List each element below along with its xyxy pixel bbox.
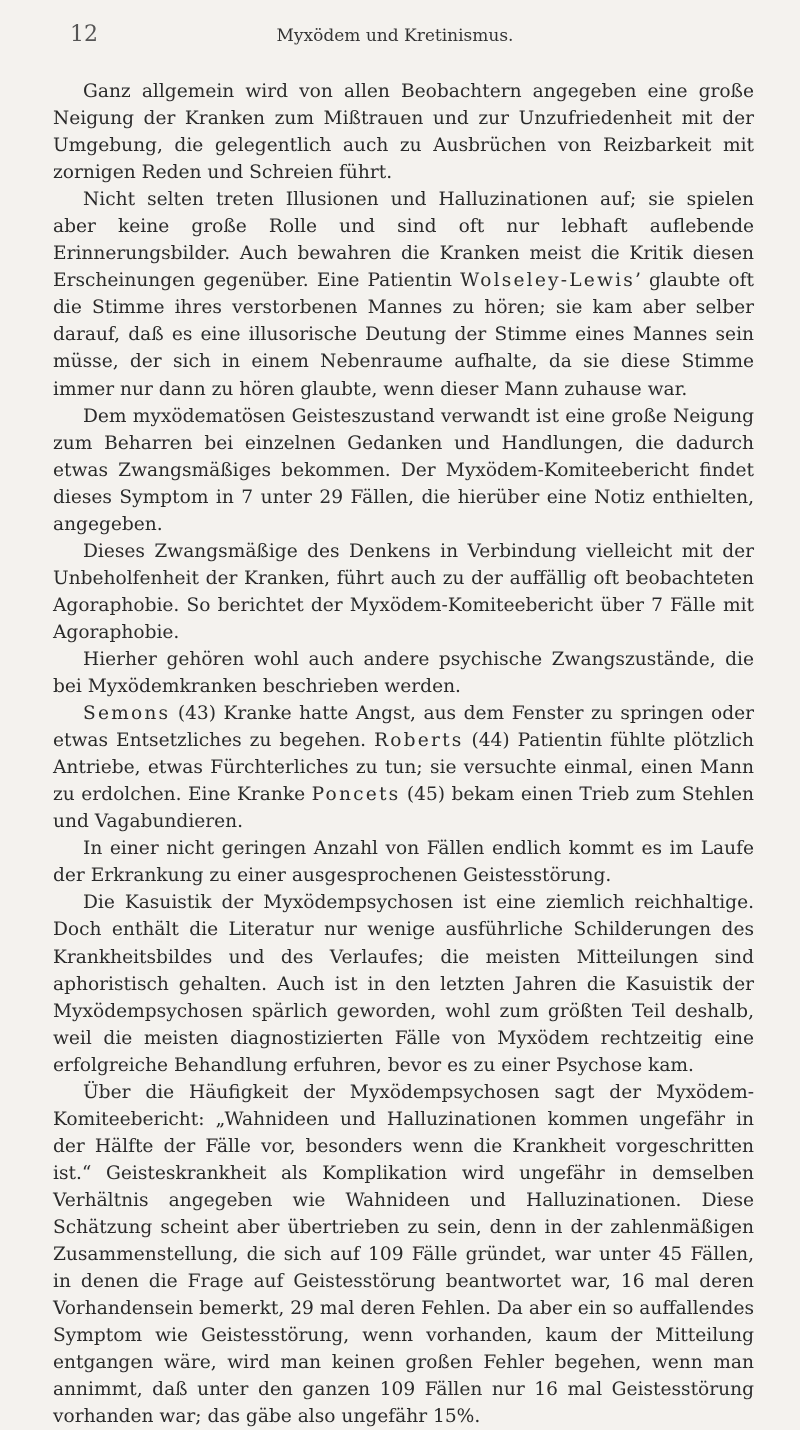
- body-text: [53, 78, 754, 1430]
- paragraph: Hierher gehören wohl auch andere psychische Zwangszustände, die bei Myxödemkranken beschrieben werden.: [53, 648, 754, 698]
- paragraph: Ganz allgemein wird von allen Beobachtern angegeben eine große Neigung der Kranken zum Mißtrauen und zur Unzufriedenheit mit der Umgebung, die gelegentlich auch zu Ausbrüchen von Reizbarkeit mit zornigen Reden und Schreien führt.: [53, 81, 754, 184]
- paragraph: Über die Häufigkeit der Myxödempsychosen sagt der Myxödem-Komiteebericht: „Wahnideen und Halluzinationen kommen ungefähr in der Hälfte der Fälle vor, besonders wenn die Krankheit vorgeschritten ist.“ Geisteskrankheit als Komplikation wird ungefähr in demselben Verhältnis angegeben wie Wahnideen und Halluzinationen. Diese Schätzung scheint aber übertrieben zu sein, denn in der zahlenmäßigen Zusammenstellung, die sich auf 109 Fälle gründet, war unter 45 Fällen, in denen die Frage auf Geistesstörung beantwortet war, 16 mal deren Vorhandensein bemerkt, 29 mal deren Fehlen. Da aber ein so auffallendes Symptom wie Geistesstörung, wenn vorhanden, kaum der Mitteilung entgangen wäre, wird man keinen großen Fehler begehen, wenn man annimmt, daß unter den ganzen 109 Fällen nur 16 mal Geistesstörung vorhanden war; das gäbe also ungefähr 15%.: [53, 1081, 754, 1428]
- paragraph: Dem myxödematösen Geisteszustand verwandt ist eine große Neigung zum Beharren bei einzelnen Gedanken und Handlungen, die dadurch etwas Zwangsmäßiges bekommen. Der Myxödem-Komiteebericht findet dieses Symptom in 7 unter 29 Fällen, die hierüber eine Notiz enthielten, angegeben.: [53, 405, 754, 535]
- author-name: Wolseley-Lewis: [460, 270, 635, 292]
- page-header: [70, 22, 720, 52]
- paragraph: In einer nicht geringen Anzahl von Fällen endlich kommt es im Laufe der Erkrankung zu einer ausgesprochenen Geistesstörung.: [53, 838, 754, 887]
- author-name: Roberts: [374, 730, 464, 752]
- paragraph: Die Kasuistik der Myxödempsychosen ist eine ziemlich reichhaltige. Doch enthält die Literatur nur wenige ausführliche Schilderungen des Krankheitsbildes und des Verlaufes; die meisten Mitteilungen sind aphoristisch gehalten. Auch ist in den letzten Jahren die Kasuistik der Myxödempsychosen spärlich geworden, wohl zum größten Teil deshalb, weil die meisten diagnostizierten Fälle von Myxödem rechtzeitig eine erfolgreiche Behandlung erfuhren, bevor es zu einer Psychose kam.: [53, 892, 754, 1076]
- paragraph: Dieses Zwangsmäßige des Denkens in Verbindung vielleicht mit der Unbeholfenheit der Kranken, führt auch zu der auffällig oft beobachteten Agoraphobie. So berichtet der Myxödem-Komiteebericht über 7 Fälle mit Agoraphobie.: [53, 540, 754, 643]
- running-title: Myxödem und Kretinismus.: [276, 26, 514, 46]
- paragraph: Nicht selten treten Illusionen und Halluzinationen auf; sie spielen aber keine große Rolle und sind oft nur lebhaft auflebende Erinnerungsbilder. Auch bewahren die Kranken meist die Kritik diesen Erscheinungen gegenüber. Eine Patientin Wolseley-Lewis’ glaubte oft die Stimme ihres verstorbenen Mannes zu hören; sie kam aber selber darauf, daß es eine illusorische Deutung der Stimme eines Mannes sein müsse, der sich in einem Nebenraume aufhalte, da sie diese Stimme immer nur dann zu hören glaubte, wenn dieser Mann zuhause war.: [53, 189, 754, 400]
- author-name: Semons: [83, 703, 171, 725]
- paragraph: Semons (43) Kranke hatte Angst, aus dem Fenster zu springen oder etwas Entsetzliches zu begehen. Roberts (44) Patientin fühlte plötzlich Antriebe, etwas Fürchterliches zu tun; sie versuchte einmal, einen Mann zu erdolchen. Eine Kranke Poncets (45) bekam einen Trieb zum Stehlen und Vagabundieren.: [53, 703, 754, 833]
- page-number: 12: [70, 22, 98, 47]
- author-name: Poncets: [311, 784, 401, 806]
